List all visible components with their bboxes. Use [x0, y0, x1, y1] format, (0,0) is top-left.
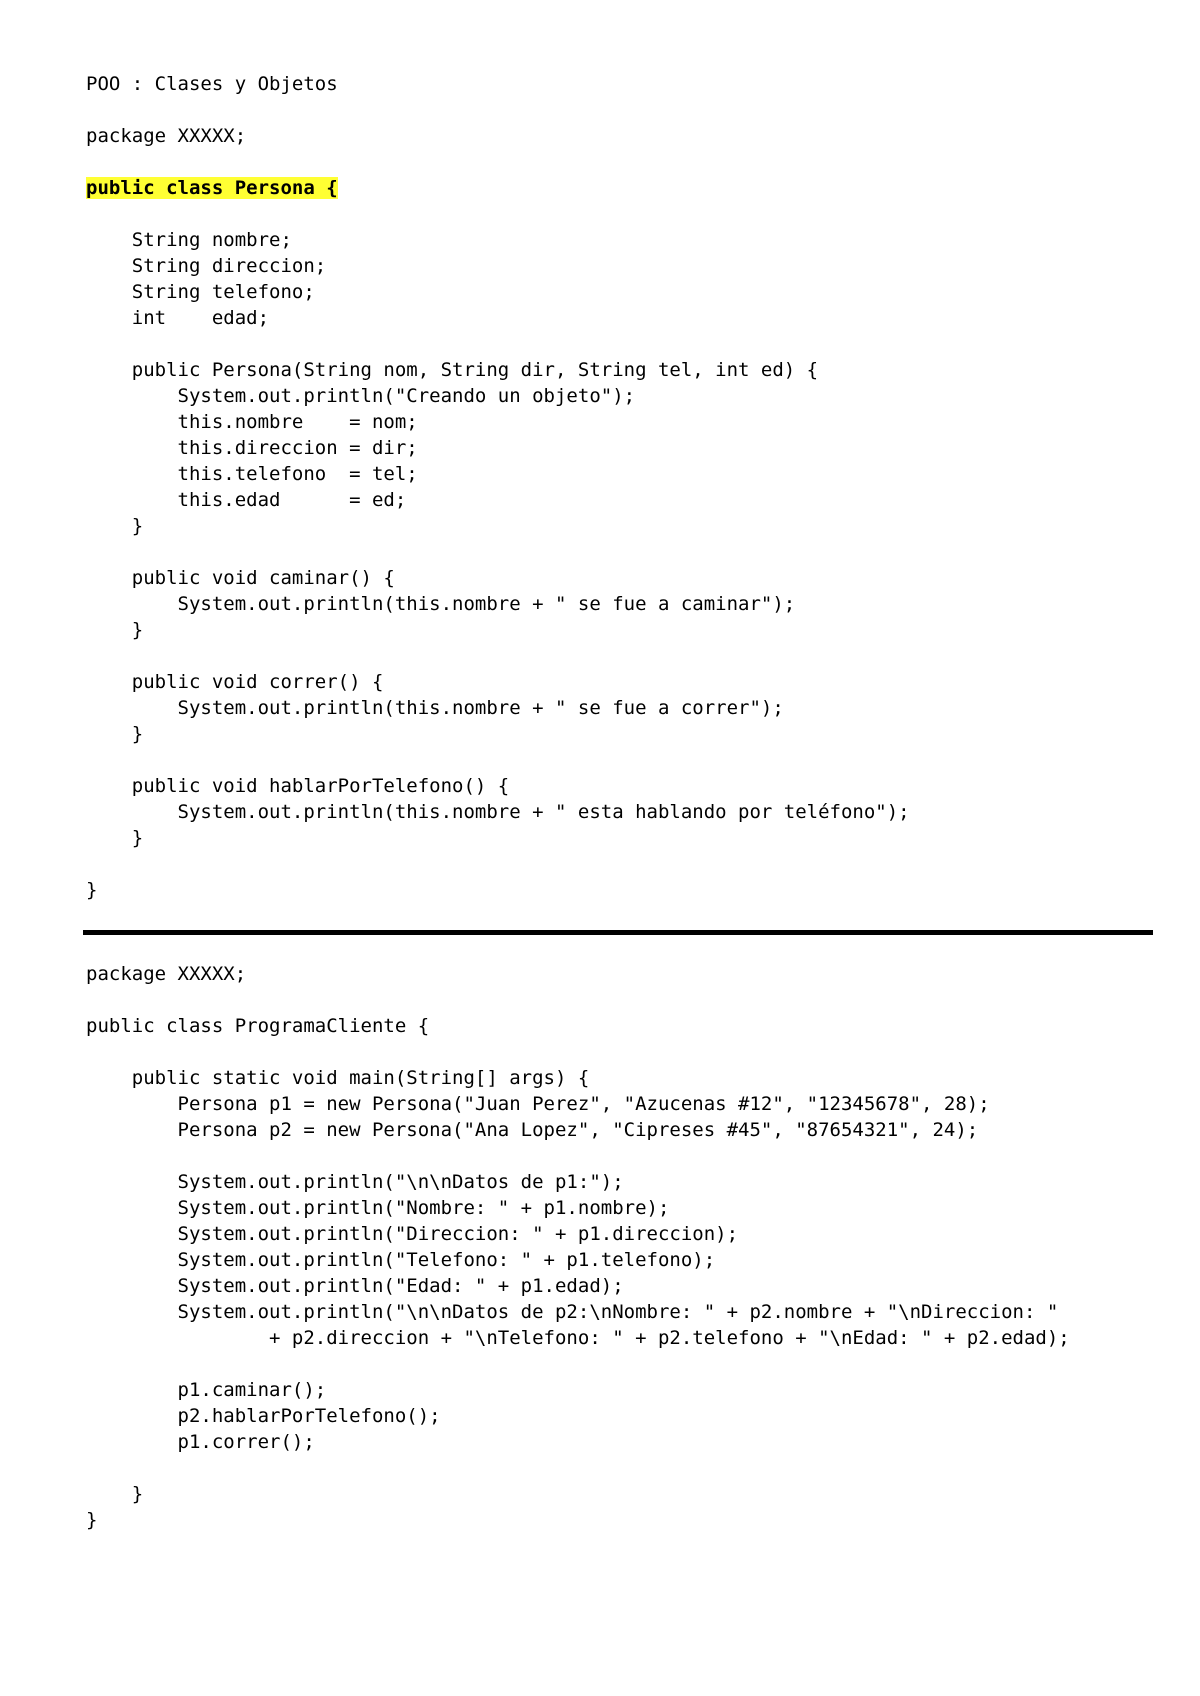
persona-code-block: [86, 123, 910, 903]
code-line: p2.hablarPorTelefono();: [86, 1405, 441, 1427]
code-line: }: [86, 723, 144, 745]
code-line: }: [86, 1483, 144, 1505]
programa-cliente-code-block: [86, 961, 1070, 1533]
code-line: String nombre;: [86, 229, 292, 251]
code-line: [86, 1455, 1070, 1481]
code-line: System.out.println(this.nombre + " se fue a caminar");: [86, 593, 796, 615]
code-line: public Persona(String nom, String dir, String tel, int ed) {: [86, 359, 819, 381]
code-line: Persona p2 = new Persona("Ana Lopez", "Cipreses #45", "87654321", 24);: [86, 1119, 979, 1141]
code-line: System.out.println("Nombre: " + p1.nombre);: [86, 1197, 670, 1219]
code-line: [86, 987, 1070, 1013]
code-line: int edad;: [86, 307, 270, 329]
code-line: Persona p1 = new Persona("Juan Perez", "Azucenas #12", "12345678", 28);: [86, 1093, 990, 1115]
persona-class-body: [86, 201, 910, 903]
code-line: [86, 747, 910, 773]
code-line: String telefono;: [86, 281, 315, 303]
code-line: }: [86, 515, 144, 537]
code-line: [86, 201, 910, 227]
code-line: package XXXXX;: [86, 963, 247, 985]
code-line: this.direccion = dir;: [86, 437, 418, 459]
code-line: }: [86, 619, 144, 641]
code-line: [86, 1039, 1070, 1065]
code-line: String direccion;: [86, 255, 327, 277]
code-line: System.out.println(this.nombre + " esta hablando por teléfono");: [86, 801, 910, 823]
code-line: System.out.println("Edad: " + p1.edad);: [86, 1275, 624, 1297]
highlighted-class-declaration: public class Persona {: [86, 177, 338, 199]
code-line: System.out.println("\n\nDatos de p1:");: [86, 1171, 624, 1193]
code-line: public void caminar() {: [86, 567, 395, 589]
code-line: [86, 331, 910, 357]
section-divider: [83, 930, 1153, 935]
code-line: }: [86, 879, 98, 901]
code-line: System.out.println("Telefono: " + p1.telefono);: [86, 1249, 716, 1271]
code-line: public class ProgramaCliente {: [86, 1015, 430, 1037]
code-line: public void correr() {: [86, 671, 384, 693]
code-line: System.out.println(this.nombre + " se fue a correr");: [86, 697, 784, 719]
code-line: this.telefono = tel;: [86, 463, 418, 485]
code-line: [86, 851, 910, 877]
code-line: [86, 539, 910, 565]
code-line: this.edad = ed;: [86, 489, 407, 511]
code-line: p1.correr();: [86, 1431, 315, 1453]
code-line: p1.caminar();: [86, 1379, 327, 1401]
code-line: System.out.println("\n\nDatos de p2:\nNombre: " + p2.nombre + "\nDireccion: ": [86, 1301, 1059, 1323]
programa-cliente-body: [86, 961, 1070, 1533]
code-line: public void hablarPorTelefono() {: [86, 775, 510, 797]
code-line: System.out.println("Direccion: " + p1.direccion);: [86, 1223, 739, 1245]
document-title: POO : Clases y Objetos: [86, 73, 338, 95]
code-line: }: [86, 1509, 98, 1531]
code-line: }: [86, 827, 144, 849]
code-line: [86, 1351, 1070, 1377]
code-line: [86, 643, 910, 669]
class-declaration-line: [86, 175, 910, 201]
code-line: [86, 1143, 1070, 1169]
blank-line: [86, 149, 910, 175]
code-line: System.out.println("Creando un objeto");: [86, 385, 636, 407]
package-line: package XXXXX;: [86, 125, 247, 147]
code-line: + p2.direccion + "\nTelefono: " + p2.telefono + "\nEdad: " + p2.edad);: [86, 1327, 1070, 1349]
code-line: this.nombre = nom;: [86, 411, 418, 433]
code-line: public static void main(String[] args) {: [86, 1067, 590, 1089]
